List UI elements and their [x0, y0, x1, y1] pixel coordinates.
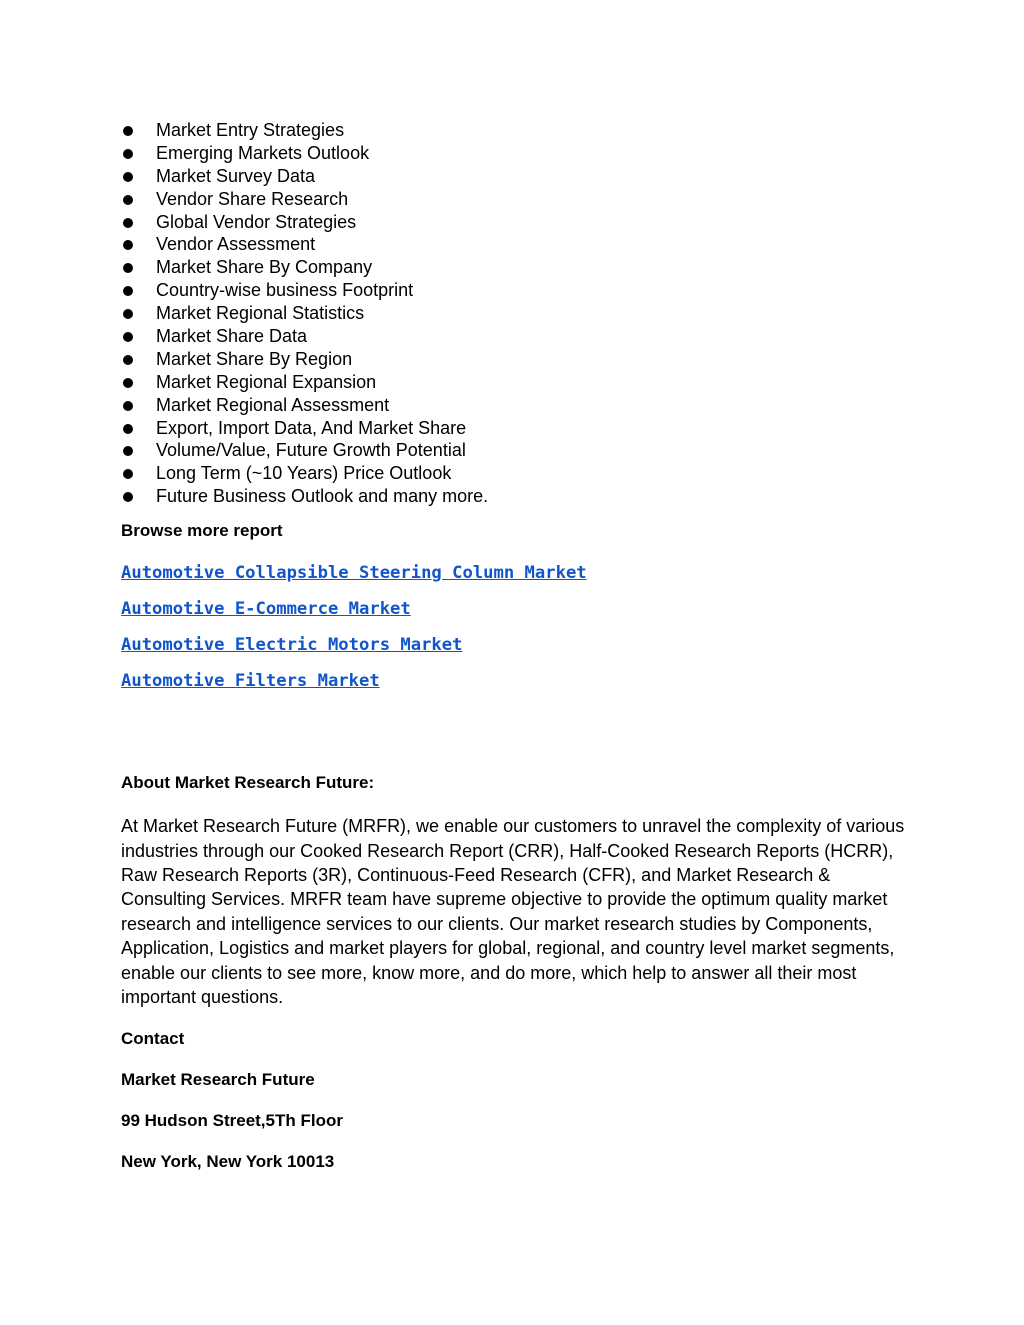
bullet-dot-icon [123, 240, 133, 250]
bullet-item [121, 417, 911, 440]
bullet-dot-icon [123, 172, 133, 182]
contact-company: Market Research Future [121, 1070, 315, 1090]
bullet-item [121, 233, 911, 256]
report-link-electric-motors[interactable]: Automotive Electric Motors Market [121, 635, 463, 656]
contact-block [121, 1028, 911, 1173]
bullet-text: Export, Import Data, And Market Share [156, 417, 467, 438]
bullet-dot-icon [123, 378, 133, 388]
bullet-text: Volume/Value, Future Growth Potential [156, 440, 466, 461]
contact-street: 99 Hudson Street,5Th Floor [121, 1111, 343, 1131]
bullet-item [121, 485, 911, 508]
report-link-steering-column[interactable]: Automotive Collapsible Steering Column Market [121, 563, 587, 584]
about-paragraph: At Market Research Future (MRFR), we enable our customers to unravel the complexity of various industries through our Cooked Research Report (CRR), Half-Cooked Research Reports (HCRR), Raw Research Reports (3R), Continuous-Feed Research (CFR), and Market Research & Consulting Services. MRFR team have supreme objective to provide the optimum quality market research and intelligence services to our clients. Our market research studies by Components, Application, Logistics and market players for global, regional, and country level market segments, enable our clients to see more, know more, and do more, which help to answer all their most important questions. [121, 816, 905, 1007]
bullet-dot-icon [123, 218, 133, 228]
bullet-dot-icon [123, 492, 133, 502]
bullet-dot-icon [123, 401, 133, 411]
bullet-dot-icon [123, 424, 133, 434]
bullet-dot-icon [123, 195, 133, 205]
bullet-item [121, 348, 911, 371]
bullet-item [121, 165, 911, 188]
bullet-item [121, 394, 911, 417]
bullet-item [121, 279, 911, 302]
bullet-dot-icon [123, 149, 133, 159]
bullet-text: Market Entry Strategies [156, 120, 345, 140]
bullet-item [121, 462, 911, 485]
about-heading: About Market Research Future: [121, 773, 375, 793]
bullet-dot-icon [123, 355, 133, 365]
bullet-dot-icon [123, 126, 133, 136]
bullet-item [121, 142, 911, 165]
bullet-item [121, 439, 911, 462]
bullet-dot-icon [123, 332, 133, 342]
bullet-item [121, 256, 911, 279]
bullet-text: Market Survey Data [156, 165, 316, 186]
report-link-e-commerce[interactable]: Automotive E-Commerce Market [121, 599, 411, 620]
bullet-dot-icon [123, 309, 133, 319]
bullet-text: Future Business Outlook and many more. [156, 486, 489, 507]
report-link-list [121, 562, 911, 692]
bullet-item [121, 302, 911, 325]
bullet-text: Vendor Assessment [156, 234, 316, 255]
bullet-item [121, 188, 911, 211]
bullet-item [121, 371, 911, 394]
bullet-item [121, 211, 911, 234]
bullet-dot-icon [123, 469, 133, 479]
bullet-text: Market Share By Region [156, 348, 353, 369]
bullet-text: Market Regional Expansion [156, 371, 377, 392]
bullet-item [121, 325, 911, 348]
bullet-text: Long Term (~10 Years) Price Outlook [156, 463, 452, 484]
browse-more-heading: Browse more report [121, 521, 283, 541]
bullet-dot-icon [123, 446, 133, 456]
bullet-text: Country-wise business Footprint [156, 280, 414, 301]
bullet-text: Market Share By Company [156, 257, 373, 278]
feature-bullet-list [121, 119, 911, 508]
bullet-text: Market Share Data [156, 326, 308, 347]
contact-heading: Contact [121, 1029, 185, 1049]
contact-city: New York, New York 10013 [121, 1152, 335, 1172]
bullet-dot-icon [123, 286, 133, 296]
bullet-text: Global Vendor Strategies [156, 211, 357, 232]
bullet-dot-icon [123, 263, 133, 273]
bullet-text: Market Regional Assessment [156, 394, 390, 415]
report-link-filters[interactable]: Automotive Filters Market [121, 671, 380, 692]
bullet-text: Vendor Share Research [156, 188, 349, 209]
document-page [121, 119, 911, 1173]
bullet-item [121, 119, 911, 142]
bullet-text: Market Regional Statistics [156, 303, 365, 324]
bullet-text: Emerging Markets Outlook [156, 142, 370, 163]
